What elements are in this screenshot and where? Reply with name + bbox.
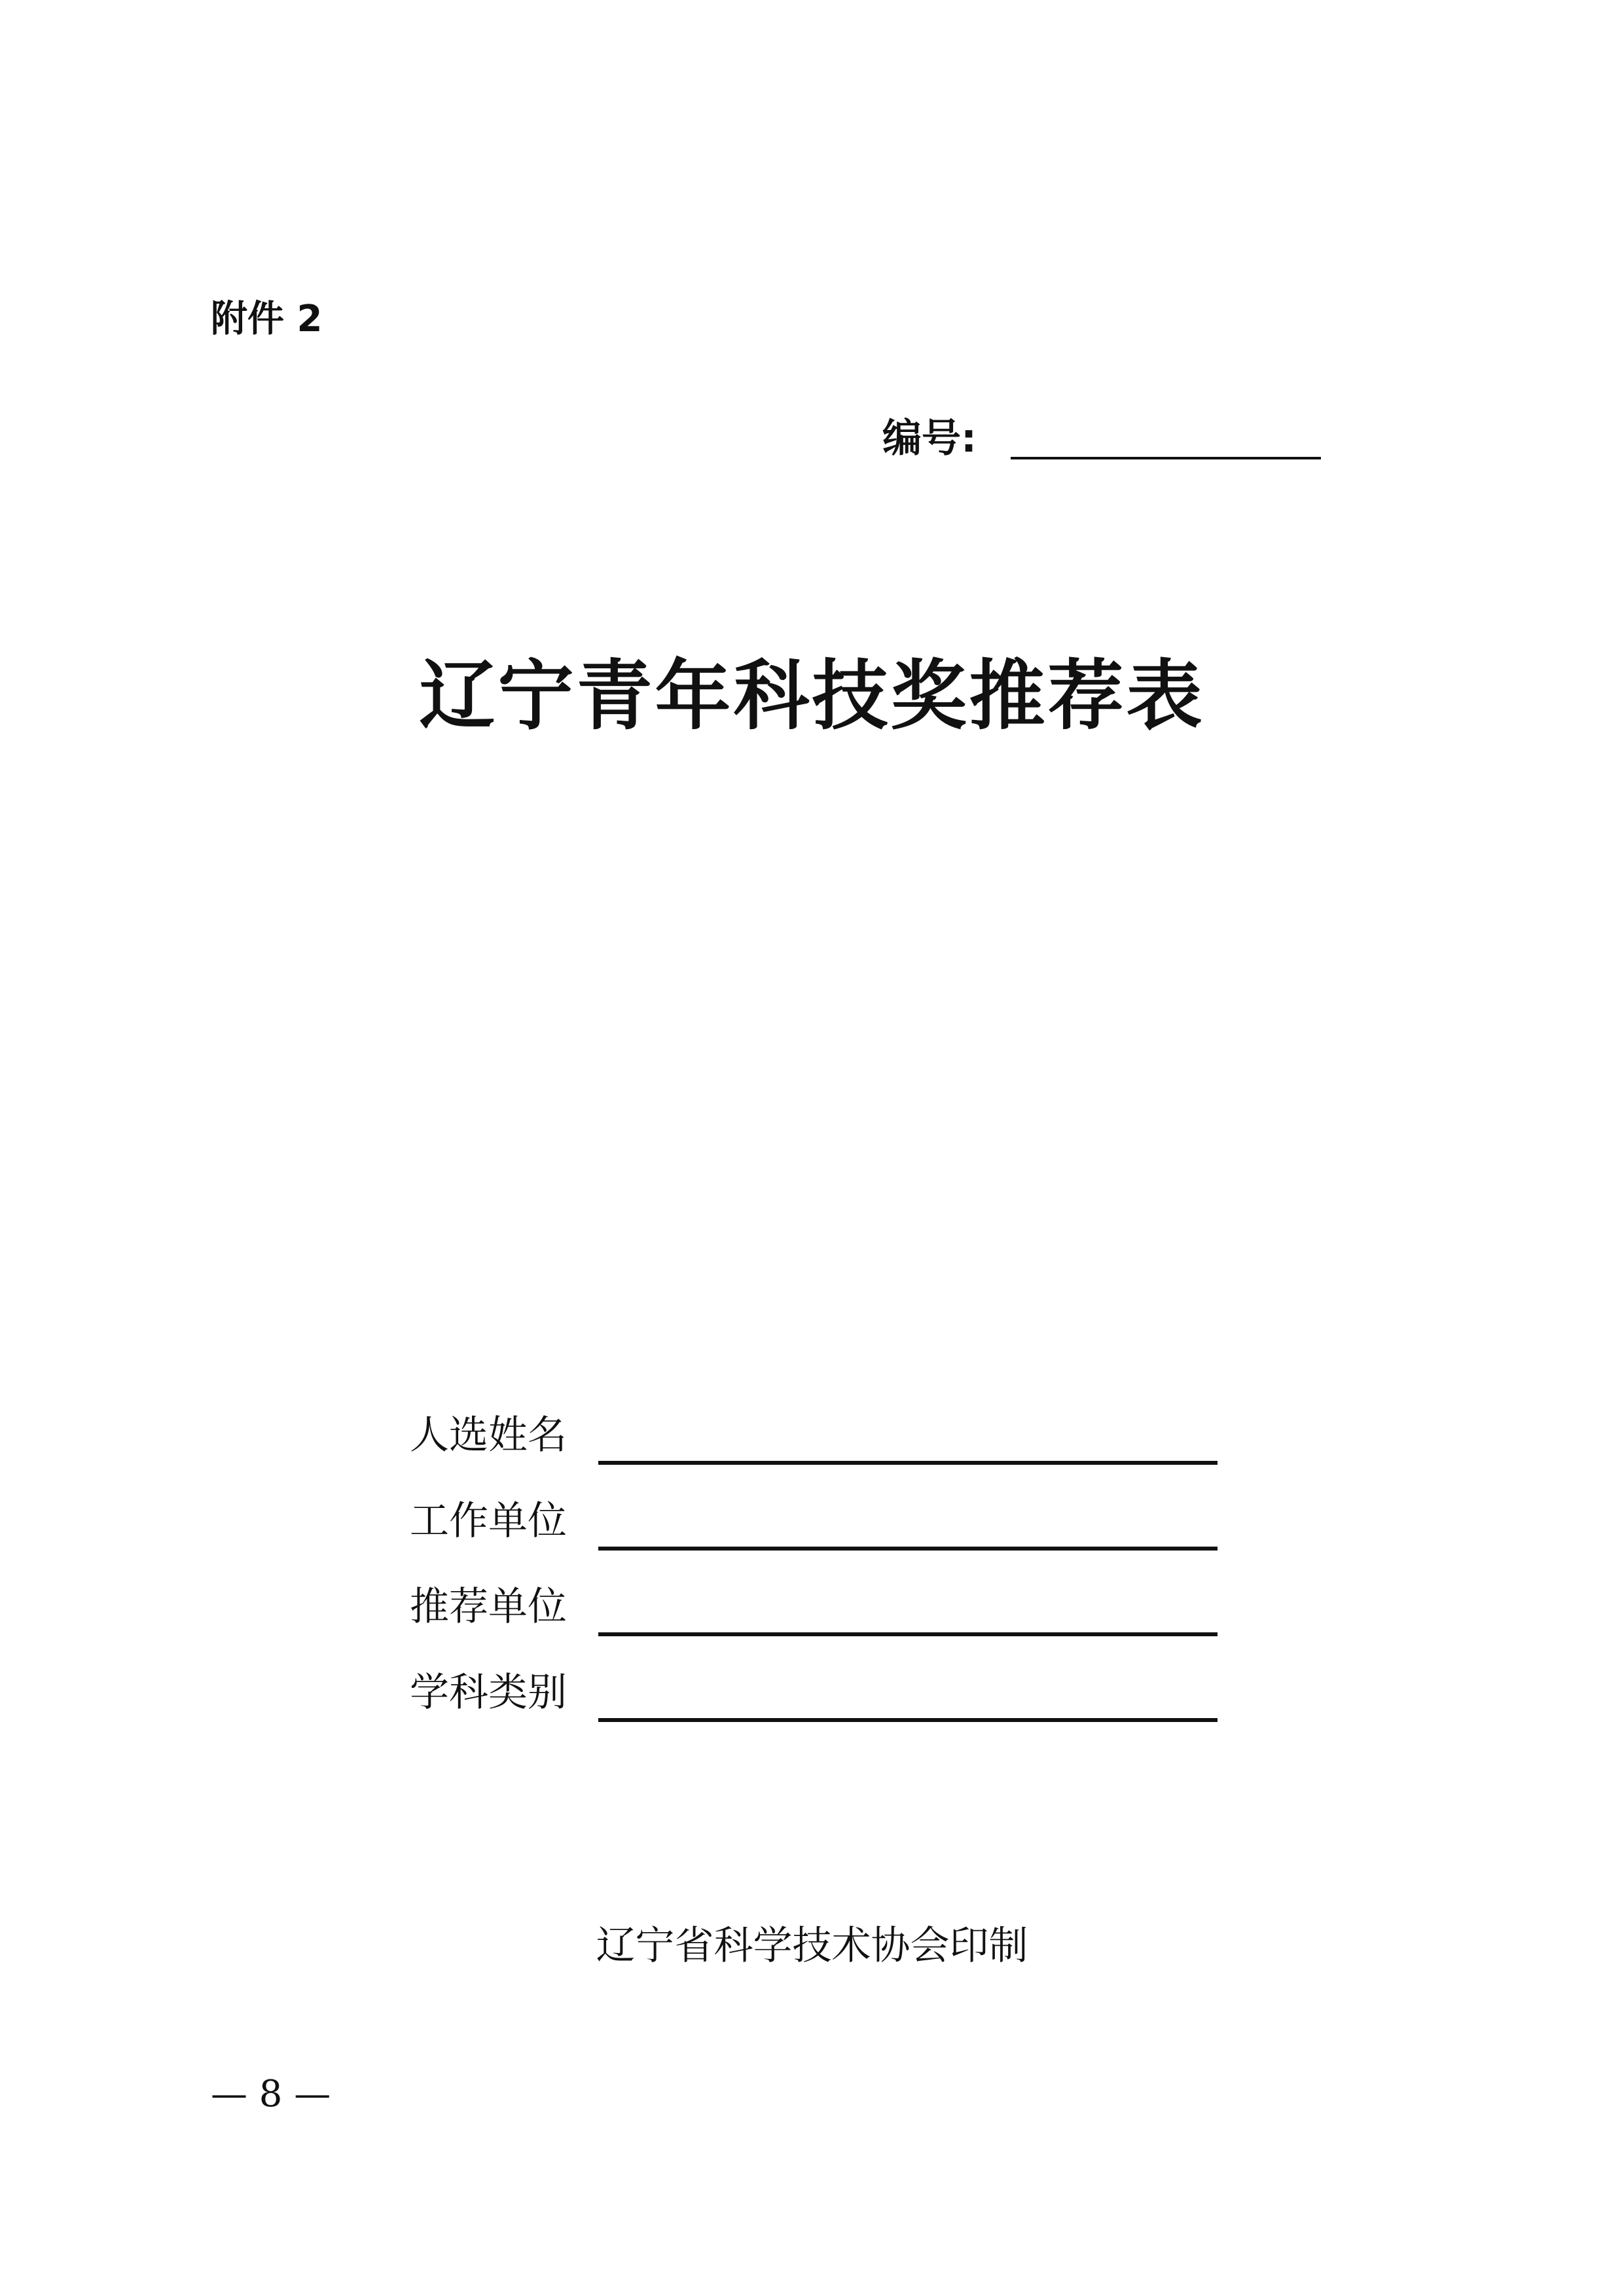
attachment-label: 附件 2 — [211, 298, 323, 340]
number-field — [882, 406, 1327, 471]
number-label: 编号: — [882, 416, 977, 461]
field-candidate-name — [410, 1406, 1221, 1492]
publisher-line: 辽宁省科学技术协会印制 — [596, 1923, 1028, 1969]
document-title: 辽宁青年科技奖推荐表 — [419, 651, 1205, 740]
field-discipline-category — [410, 1663, 1221, 1749]
field-blank-line[interactable] — [598, 1461, 1218, 1465]
field-label: 工作单位 — [410, 1498, 567, 1544]
field-label: 学科类别 — [410, 1670, 567, 1715]
field-label: 推荐单位 — [410, 1584, 567, 1630]
field-blank-line[interactable] — [598, 1718, 1218, 1722]
field-recommending-unit — [410, 1577, 1221, 1663]
field-work-unit — [410, 1492, 1221, 1577]
field-label: 人选姓名 — [410, 1412, 567, 1458]
page-number: — 8 — — [211, 2073, 331, 2115]
candidate-info-fields — [410, 1406, 1221, 1749]
field-blank-line[interactable] — [598, 1632, 1218, 1636]
field-blank-line[interactable] — [598, 1547, 1218, 1551]
number-blank-line[interactable] — [1011, 457, 1321, 459]
